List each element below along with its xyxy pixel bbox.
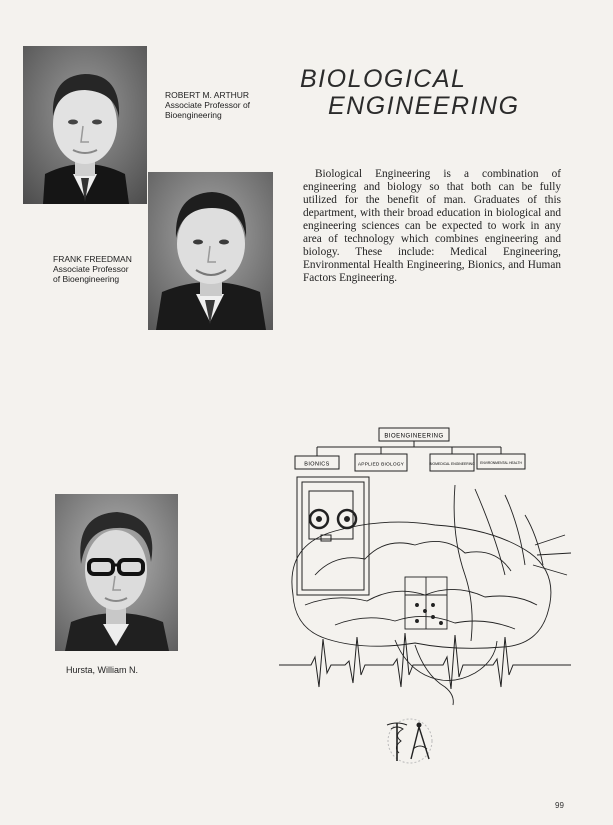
- org-chart-branch: BIOMEDICAL ENGINEERING: [429, 462, 475, 466]
- faculty-position: Associate Professor of: [165, 100, 251, 110]
- faculty-caption-hursta: [66, 665, 186, 675]
- faculty-caption-freedman: [53, 254, 145, 284]
- title-line-2: ENGINEERING: [328, 92, 520, 120]
- faculty-name: FRANK FREEDMAN: [53, 254, 132, 264]
- org-chart-branch: ENVIRONMENTAL HEALTH: [480, 461, 522, 465]
- title-line-1: BIOLOGICAL: [300, 65, 467, 93]
- org-chart-branch: BIONICS: [304, 461, 330, 468]
- ecg-trace: [279, 633, 571, 689]
- org-chart: [295, 428, 525, 471]
- instrument-drawing: [297, 477, 369, 595]
- faculty-department: of Bioengineering: [53, 274, 120, 284]
- faculty-department: Bioengineering: [165, 110, 222, 120]
- faculty-position: Associate Professor: [53, 264, 129, 274]
- faculty-photo-freedman: [148, 172, 273, 330]
- page-title: [300, 66, 530, 120]
- faculty-caption-arthur: [165, 90, 285, 120]
- faculty-name: Hursta, William N.: [66, 665, 139, 675]
- bioengineering-illustration: [275, 425, 575, 770]
- faculty-photo-hursta: [55, 494, 178, 651]
- caduceus-compass-emblem: [387, 719, 432, 763]
- org-chart-branch: APPLIED BIOLOGY: [357, 462, 405, 468]
- page-number: 99: [555, 801, 564, 810]
- department-description: Biological Engineering is a combination of engineering and biology so that both can be fully utilized for the benefit of man. Graduates of this department, with their broad education in biological and engineering sciences can be expected to work in any area of technology which combines engineering and biology. These include: Medical Engineering, Environmental Health Engineering, Bionics, and Human Factors Engineering.: [303, 168, 561, 284]
- faculty-photo-arthur: [23, 46, 147, 204]
- org-chart-root: BIOENGINEERING: [384, 433, 444, 440]
- faculty-name: ROBERT M. ARTHUR: [165, 90, 250, 100]
